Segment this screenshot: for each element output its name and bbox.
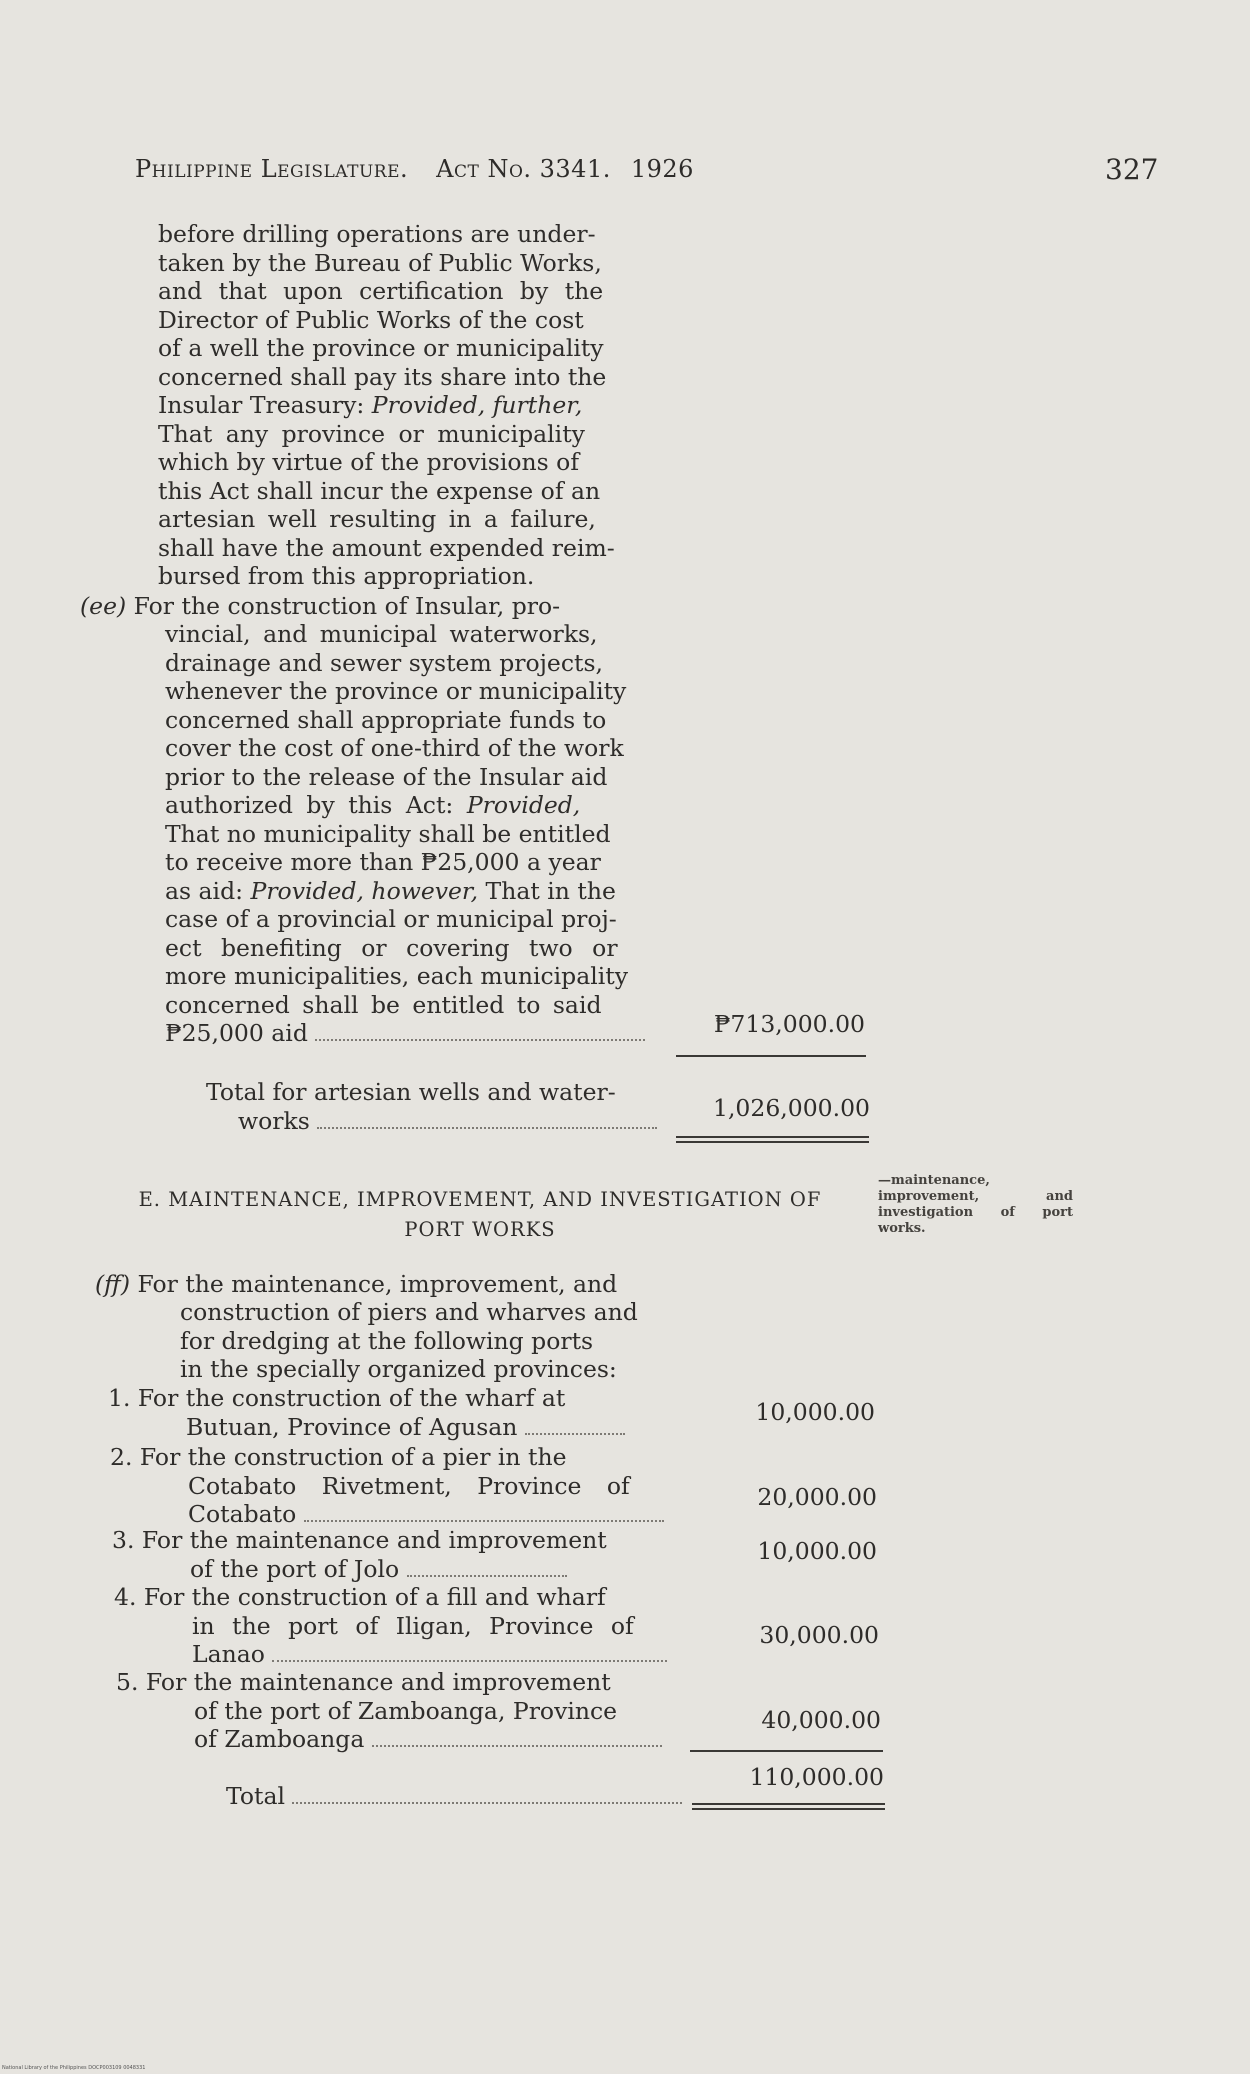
amount-total: 110,000.00 bbox=[749, 1763, 884, 1791]
text-line: case of a provincial or municipal proj- bbox=[165, 905, 617, 933]
item-ee-body bbox=[165, 620, 645, 1048]
act-number: Act No. 3341. bbox=[436, 155, 611, 183]
text-fragment: For the construction of the wharf at bbox=[137, 1384, 566, 1412]
text-line: and that upon certification by the bbox=[158, 277, 604, 305]
page-number: 327 bbox=[1105, 153, 1159, 186]
leader-dots bbox=[304, 1519, 664, 1522]
total-artesian-label bbox=[206, 1078, 657, 1135]
text-line: this Act shall incur the expense of an bbox=[158, 476, 601, 505]
text-line: concerned shall appropriate funds to bbox=[165, 705, 607, 734]
double-rule bbox=[692, 1803, 885, 1810]
text-line bbox=[158, 391, 615, 420]
act-year: 1926 bbox=[630, 155, 694, 183]
item-ee bbox=[80, 592, 560, 621]
leader-dots bbox=[317, 1126, 657, 1129]
text-fragment: Cotabato Rivetment, Province of bbox=[188, 1471, 630, 1500]
text-line: in the specially organized provinces: bbox=[180, 1355, 617, 1383]
margin-note: —maintenance, improvement, and investigation of port works. bbox=[878, 1173, 1073, 1236]
text-line: shall have the amount expended reim- bbox=[158, 533, 615, 562]
text-line: drainage and sewer system projects, bbox=[165, 648, 603, 677]
text-fragment: of Zamboanga bbox=[194, 1725, 365, 1753]
proviso-italic: Provided, further, bbox=[371, 391, 583, 419]
continuation-paragraph bbox=[158, 220, 615, 591]
subitem-3 bbox=[112, 1526, 607, 1583]
heading-line: PORT WORKS bbox=[404, 1218, 556, 1241]
text-fragment: Butuan, Province of Agusan bbox=[186, 1412, 518, 1441]
text-line: which by virtue of the provisions of bbox=[158, 448, 580, 476]
subitem-5 bbox=[116, 1668, 662, 1754]
text-line bbox=[80, 592, 560, 621]
text-fragment: works bbox=[238, 1106, 310, 1135]
subitem-number: 2. bbox=[110, 1443, 133, 1471]
leader-dots bbox=[272, 1659, 667, 1662]
scan-footer: National Library of the Philippines DOCP003109 0048331 bbox=[2, 2065, 146, 2071]
heading-line: E. MAINTENANCE, IMPROVEMENT, AND INVESTIGATION OF bbox=[138, 1188, 822, 1211]
amount-total-artesian: 1,026,000.00 bbox=[713, 1094, 870, 1122]
text-fragment: Insular Treasury: bbox=[158, 391, 365, 419]
text-line bbox=[95, 1270, 617, 1299]
text-line bbox=[165, 877, 645, 906]
text-fragment: of the port of Jolo bbox=[190, 1554, 400, 1583]
text-fragment: For the maintenance and improvement bbox=[141, 1526, 607, 1554]
double-rule bbox=[676, 1136, 869, 1143]
subitem-4 bbox=[114, 1583, 667, 1669]
text-line: concerned shall be entitled to said bbox=[165, 990, 602, 1019]
text-line: whenever the province or municipality bbox=[165, 677, 627, 705]
amount-subitem-5: 40,000.00 bbox=[761, 1706, 881, 1734]
text-line bbox=[165, 791, 645, 820]
text-line: bursed from this appropriation. bbox=[158, 562, 535, 590]
leader-dots bbox=[372, 1744, 662, 1747]
text-line bbox=[206, 1107, 657, 1136]
text-line: more municipalities, each municipality bbox=[165, 962, 628, 990]
running-header bbox=[135, 155, 694, 183]
subitem-number: 4. bbox=[114, 1583, 137, 1611]
legislature-title: Philippine Legislature. bbox=[135, 155, 409, 183]
item-ff-body bbox=[180, 1298, 638, 1384]
sum-rule bbox=[676, 1055, 866, 1057]
text-fragment: ₱25,000 aid bbox=[165, 1019, 308, 1047]
amount-ee: ₱713,000.00 bbox=[713, 1010, 865, 1038]
text-line: taken by the Bureau of Public Works, bbox=[158, 248, 602, 277]
text-fragment: For the maintenance, improvement, and bbox=[137, 1270, 618, 1298]
leader-dots bbox=[407, 1574, 567, 1577]
text-line: for dredging at the following ports bbox=[180, 1326, 594, 1355]
text-fragment: of the port of Zamboanga, Province bbox=[194, 1696, 618, 1725]
subitem-1 bbox=[108, 1384, 625, 1441]
text-line: artesian well resulting in a failure, bbox=[158, 505, 596, 533]
text-line: to receive more than ₱25,000 a year bbox=[165, 848, 601, 876]
text-line bbox=[165, 1019, 645, 1048]
text-line: concerned shall pay its share into the bbox=[158, 362, 607, 391]
text-line: prior to the release of the Insular aid bbox=[165, 762, 608, 791]
text-fragment: For the maintenance and improvement bbox=[145, 1668, 611, 1696]
amount-subitem-3: 10,000.00 bbox=[757, 1537, 877, 1565]
item-marker: (ff) bbox=[95, 1270, 130, 1298]
proviso-italic: Provided, bbox=[466, 791, 581, 819]
text-line: construction of piers and wharves and bbox=[180, 1298, 638, 1326]
text-line: That any province or municipality bbox=[158, 419, 585, 448]
text-fragment: Cotabato bbox=[188, 1500, 297, 1528]
text-line: That no municipality shall be entitled bbox=[165, 819, 611, 848]
text-line: Director of Public Works of the cost bbox=[158, 305, 584, 334]
total-label: Total bbox=[226, 1782, 285, 1810]
amount-subitem-1: 10,000.00 bbox=[755, 1398, 875, 1426]
text-fragment: For the construction of a pier in the bbox=[139, 1443, 567, 1471]
subitem-number: 1. bbox=[108, 1384, 131, 1412]
item-ff bbox=[95, 1270, 617, 1299]
text-fragment: authorized by this Act: bbox=[165, 791, 454, 819]
leader-dots bbox=[292, 1801, 682, 1804]
amount-subitem-2: 20,000.00 bbox=[757, 1483, 877, 1511]
total-row bbox=[226, 1782, 682, 1811]
subitem-number: 3. bbox=[112, 1526, 135, 1554]
subitem-number: 5. bbox=[116, 1668, 139, 1696]
text-fragment: Lanao bbox=[192, 1640, 265, 1668]
item-marker: (ee) bbox=[80, 592, 127, 620]
leader-dots bbox=[315, 1038, 645, 1041]
text-fragment: in the port of Iligan, Province of bbox=[192, 1611, 634, 1640]
text-line: cover the cost of one-third of the work bbox=[165, 734, 624, 762]
proviso-italic: Provided, however, bbox=[250, 876, 479, 905]
text-fragment: For the construction of Insular, pro- bbox=[133, 592, 561, 620]
text-line: vincial, and municipal waterworks, bbox=[165, 620, 598, 648]
text-line: ect benefiting or covering two or bbox=[165, 933, 618, 962]
text-fragment: For the construction of a fill and wharf bbox=[143, 1583, 606, 1611]
leader-dots bbox=[525, 1432, 625, 1435]
text-line: before drilling operations are under- bbox=[158, 220, 596, 248]
section-heading bbox=[100, 1185, 860, 1245]
text-fragment: as aid: bbox=[165, 876, 244, 905]
sum-rule bbox=[690, 1750, 883, 1752]
text-line: Total for artesian wells and water- bbox=[206, 1078, 616, 1106]
subitem-2 bbox=[110, 1443, 664, 1529]
text-line: of a well the province or municipality bbox=[158, 334, 604, 362]
text-fragment: That in the bbox=[485, 876, 616, 905]
amount-subitem-4: 30,000.00 bbox=[759, 1621, 879, 1649]
